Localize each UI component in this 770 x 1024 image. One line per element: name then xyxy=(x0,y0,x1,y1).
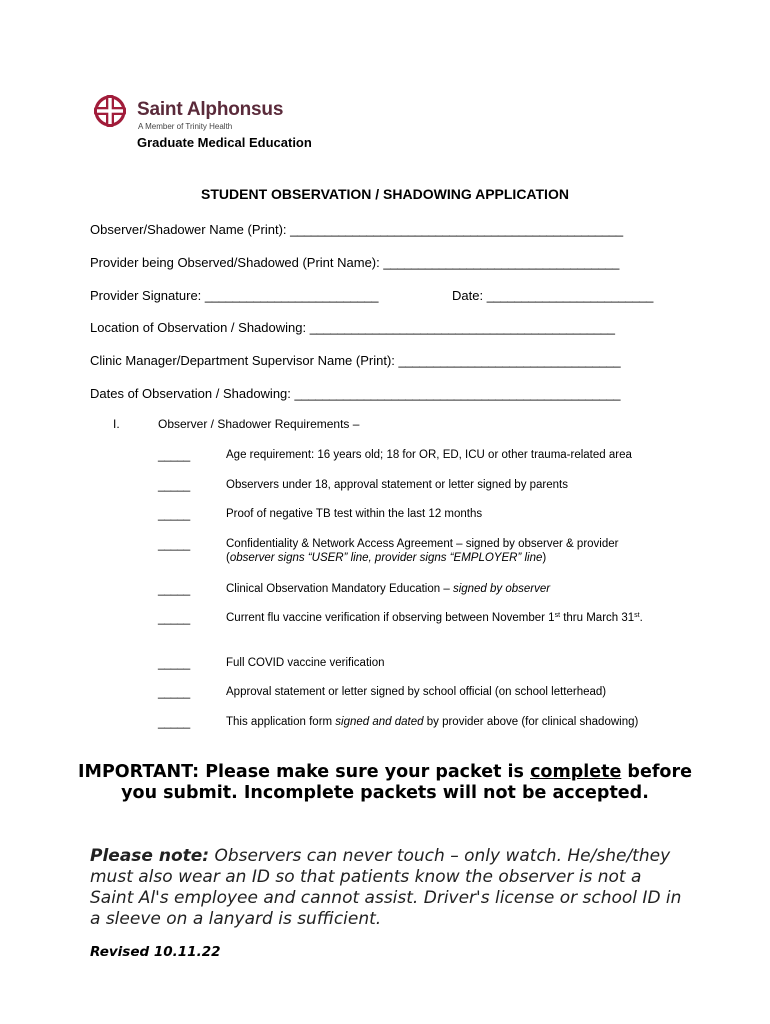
requirement-checkbox-line[interactable]: _____ xyxy=(158,582,190,596)
important-notice: IMPORTANT: Please make sure your packet is complete before you submit. Incomplete packets will not be accepted. xyxy=(78,762,692,803)
requirement-checkbox-line[interactable]: _____ xyxy=(158,715,190,729)
field-blank-line[interactable]: _______________________________________________ xyxy=(294,386,621,401)
field-blank-line[interactable]: ________________________________________________ xyxy=(290,222,623,237)
date-field[interactable] xyxy=(452,288,653,303)
requirement-text: Full COVID vaccine verification xyxy=(226,657,385,669)
field-blank-line[interactable]: __________________________________ xyxy=(383,255,620,270)
section-number: I. xyxy=(113,417,120,431)
field-blank-line[interactable]: _________________________ xyxy=(204,288,379,303)
requirement-text: Observers under 18, approval statement or letter signed by parents xyxy=(226,479,568,491)
field-blank-line[interactable]: ________________________________ xyxy=(398,353,621,368)
form-title: STUDENT OBSERVATION / SHADOWING APPLICATION xyxy=(201,186,569,202)
requirement-text: Current flu vaccine verification if observing between November 1st thru March 31st. xyxy=(226,612,643,624)
field-label: Date: xyxy=(452,288,484,303)
field-label: Location of Observation / Shadowing: xyxy=(90,320,307,335)
logo-wordmark: Saint Alphonsus xyxy=(137,99,284,120)
department-name: Graduate Medical Education xyxy=(137,135,312,150)
field-blank-line[interactable]: ________________________ xyxy=(486,288,654,303)
supervisor-name-field[interactable] xyxy=(90,353,620,368)
section-title: Observer / Shadower Requirements – xyxy=(158,417,360,431)
requirement-text: This application form signed and dated by provider above (for clinical shadowing) xyxy=(226,716,639,728)
field-blank-line[interactable]: ____________________________________________ xyxy=(309,320,615,335)
please-note-paragraph: Please note: Observers can never touch – only watch. He/she/they must also wear an ID so that patients know the observer is not a Saint Al's employee and cannot assist. Driver's license or school ID in a sleeve on a lanyard is sufficient. xyxy=(90,846,682,929)
dates-field[interactable] xyxy=(90,386,620,401)
revision-date: Revised 10.11.22 xyxy=(90,944,221,960)
field-label: Provider Signature: xyxy=(90,288,202,303)
requirement-text: Age requirement: 16 years old; 18 for OR, ED, ICU or other trauma-related area xyxy=(226,449,632,461)
requirement-checkbox-line[interactable]: _____ xyxy=(158,656,190,670)
provider-name-field[interactable] xyxy=(90,255,619,270)
field-label: Clinic Manager/Department Supervisor Name (Print): xyxy=(90,353,395,368)
requirement-checkbox-line[interactable]: _____ xyxy=(158,448,190,462)
field-label: Dates of Observation / Shadowing: xyxy=(90,386,291,401)
requirement-text: Proof of negative TB test within the last 12 months xyxy=(226,508,483,520)
requirement-checkbox-line[interactable]: _____ xyxy=(158,685,190,699)
field-label: Observer/Shadower Name (Print): xyxy=(90,222,287,237)
location-field[interactable] xyxy=(90,320,615,335)
requirement-text: Clinical Observation Mandatory Education – signed by observer xyxy=(226,583,551,595)
requirement-checkbox-line[interactable]: _____ xyxy=(158,507,190,521)
requirement-text: Confidentiality & Network Access Agreement – signed by observer & provider (observer signs “USER” line, provider signs “EMPLOYER” line) xyxy=(226,538,619,564)
requirement-text: Approval statement or letter signed by school official (on school letterhead) xyxy=(226,686,607,698)
requirement-checkbox-line[interactable]: _____ xyxy=(158,611,190,625)
provider-signature-field[interactable] xyxy=(90,288,378,303)
logo-tagline: A Member of Trinity Health xyxy=(138,122,233,131)
field-label: Provider being Observed/Shadowed (Print Name): xyxy=(90,255,380,270)
observer-name-field[interactable] xyxy=(90,222,623,237)
requirement-checkbox-line[interactable]: _____ xyxy=(158,537,190,551)
saint-alphonsus-logo-icon xyxy=(92,93,128,129)
requirement-checkbox-line[interactable]: _____ xyxy=(158,478,190,492)
